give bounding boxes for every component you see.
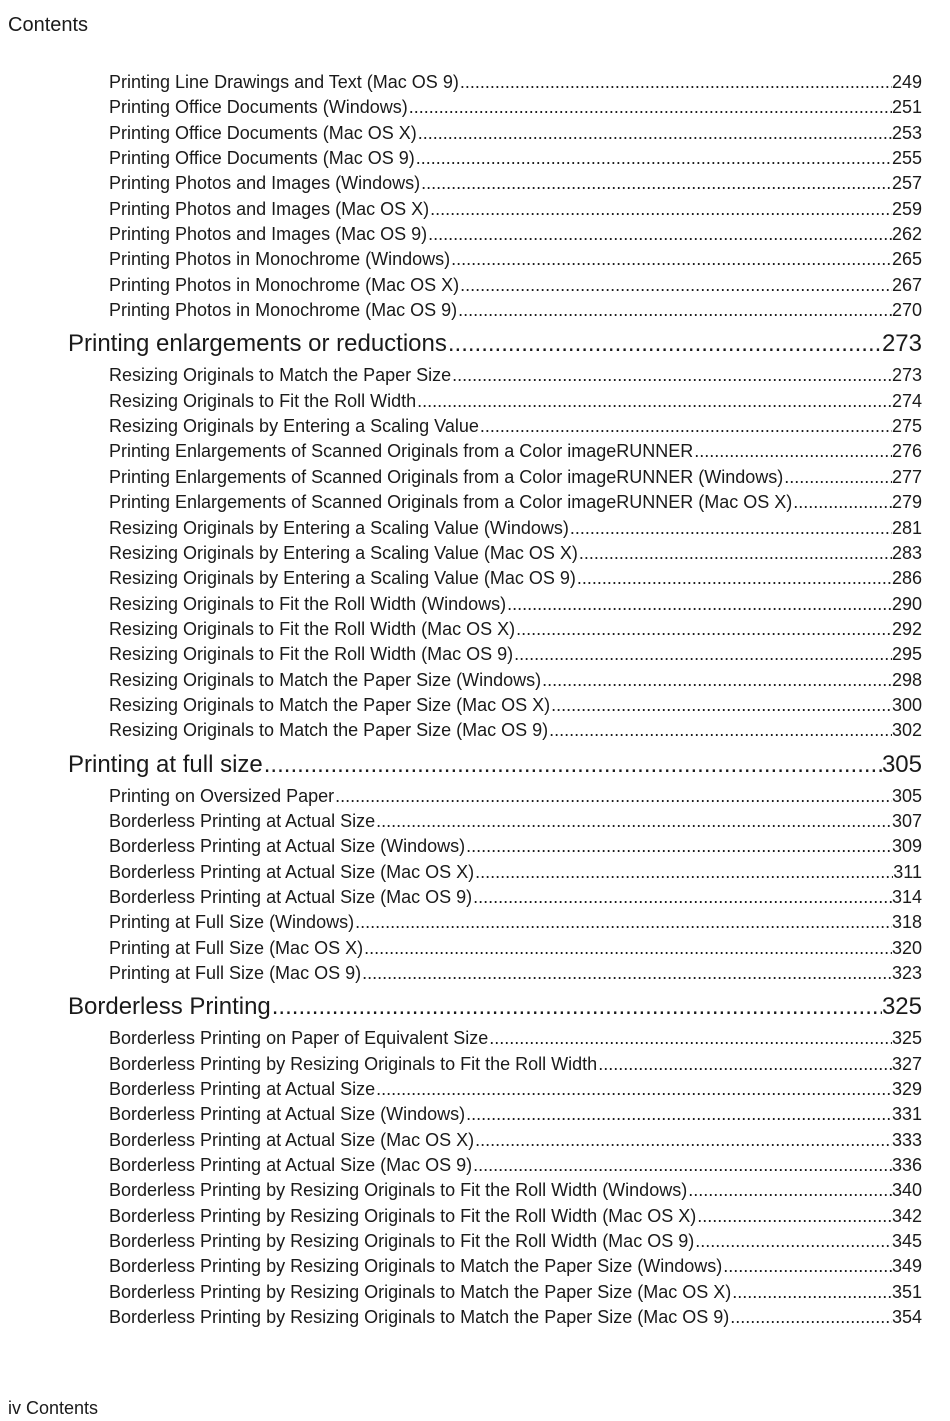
dot-leader (451, 363, 892, 388)
toc-entry-title: Printing Enlargements of Scanned Originals from a Color imageRUNNER (109, 441, 694, 462)
dot-leader (687, 1178, 892, 1203)
dot-leader (722, 1254, 892, 1279)
toc-entry[interactable] (109, 617, 922, 642)
toc-entry-title: Borderless Printing by Resizing Originals to Fit the Roll Width (Mac OS 9) (109, 1231, 695, 1252)
toc-entry-title: Borderless Printing at Actual Size (109, 1079, 376, 1100)
toc-entry-title: Resizing Originals to Match the Paper Size (Mac OS X) (109, 694, 551, 715)
toc-entry-title: Printing Enlargements of Scanned Originals from a Color imageRUNNER (Mac OS X) (109, 492, 793, 513)
dot-leader (783, 465, 892, 490)
dot-leader (375, 809, 892, 834)
toc-entry-title: Printing Photos and Images (Mac OS X) (109, 198, 430, 219)
toc-entry[interactable] (109, 490, 922, 515)
toc-entry-title: Printing Photos in Monochrome (Windows) (109, 249, 451, 270)
toc-entry[interactable] (109, 1026, 922, 1051)
toc-page-number: 281 (891, 517, 922, 538)
toc-entry-title: Printing Office Documents (Windows) (109, 97, 408, 118)
toc-page-number: 249 (891, 72, 922, 92)
toc-entry[interactable] (109, 1077, 922, 1102)
dot-leader (578, 541, 892, 566)
dot-leader (447, 327, 882, 361)
toc-page-number: 255 (891, 148, 922, 169)
toc-entry-title: Borderless Printing at Actual Size (109, 810, 376, 831)
dot-leader (465, 834, 892, 859)
toc-entry-title: Resizing Originals to Fit the Roll Width (109, 390, 417, 411)
toc-page-number: 275 (891, 416, 922, 437)
toc-page-number: 305 (891, 785, 922, 806)
dot-leader (427, 222, 892, 247)
toc-entry-title: Resizing Originals by Entering a Scaling Value (Windows) (109, 517, 569, 538)
toc-entry[interactable] (109, 1102, 922, 1127)
toc-entry[interactable] (109, 298, 922, 323)
toc-entry-title: Resizing Originals to Fit the Roll Width (Mac OS X) (109, 618, 516, 639)
toc-entry[interactable] (109, 247, 922, 272)
toc-page-number: 253 (891, 122, 922, 143)
toc-entry[interactable] (109, 592, 922, 617)
toc-entry-title: Resizing Originals to Fit the Roll Width (Mac OS 9) (109, 644, 514, 665)
toc-entry-title: Resizing Originals to Match the Paper Size (109, 365, 452, 386)
toc-page-number: 318 (891, 912, 922, 933)
toc-entry[interactable] (109, 146, 922, 171)
page-footer: iv Contents (8, 1398, 99, 1418)
toc-entry-title: Borderless Printing by Resizing Originals to Fit the Roll Width (Mac OS X) (109, 1205, 697, 1226)
toc-entry-title: Resizing Originals by Entering a Scaling Value (Mac OS 9) (109, 568, 576, 589)
toc-entry-title: Borderless Printing at Actual Size (Mac OS 9) (109, 886, 473, 907)
dot-leader (363, 936, 892, 961)
dot-leader (515, 617, 892, 642)
toc-page-number: 333 (891, 1129, 922, 1150)
toc-entry[interactable] (109, 642, 922, 667)
dot-leader (472, 885, 892, 910)
toc-entry-title: Borderless Printing at Actual Size (Mac OS X) (109, 1129, 475, 1150)
toc-page-number: 267 (891, 274, 922, 295)
toc-entry-title: Borderless Printing at Actual Size (Windows) (109, 836, 466, 857)
dot-leader (479, 414, 892, 439)
dot-leader (417, 121, 892, 146)
toc-entry[interactable] (109, 541, 922, 566)
toc-entry[interactable] (109, 70, 922, 95)
toc-page-number: 331 (891, 1104, 922, 1125)
toc-entry[interactable] (109, 910, 922, 935)
toc-page-number: 286 (891, 568, 922, 589)
toc-entry[interactable] (109, 860, 922, 885)
dot-leader (729, 1305, 892, 1330)
toc-page-number: 277 (891, 466, 922, 487)
dot-leader (271, 990, 882, 1024)
toc-page-number: 276 (891, 441, 922, 462)
dot-leader (696, 1204, 892, 1229)
dot-leader (792, 490, 892, 515)
toc-section-heading[interactable] (68, 990, 922, 1024)
toc-entry[interactable] (109, 439, 922, 464)
dot-leader (488, 1026, 892, 1051)
toc-entry-title: Borderless Printing by Resizing Originals to Match the Paper Size (Mac OS 9) (109, 1307, 730, 1328)
toc-page-number: 351 (891, 1281, 922, 1302)
toc-page-number: 300 (891, 694, 922, 715)
dot-leader (416, 389, 892, 414)
toc-page-number: 295 (891, 644, 922, 665)
dot-leader (731, 1280, 892, 1305)
toc-entry-title: Borderless Printing by Resizing Originals to Fit the Roll Width (Windows) (109, 1180, 688, 1201)
toc-page-number: 283 (891, 542, 922, 563)
toc-entry-title: Borderless Printing at Actual Size (Windows) (109, 1104, 466, 1125)
toc-entry[interactable] (109, 197, 922, 222)
toc-entry-title: Printing on Oversized Paper (109, 785, 335, 806)
toc-page-number: 251 (891, 97, 922, 118)
toc-entry-title: Printing at Full Size (Mac OS 9) (109, 963, 362, 983)
toc-page-number: 302 (891, 720, 922, 741)
toc-entry-title: Resizing Originals to Match the Paper Size (Mac OS 9) (109, 720, 549, 741)
toc-page-number: 298 (891, 669, 922, 690)
page-header-title: Contents (8, 14, 89, 36)
dot-leader (694, 1229, 892, 1254)
toc-entry[interactable] (109, 171, 922, 196)
toc-entry-title: Printing Photos and Images (Windows) (109, 173, 421, 194)
toc-entry-title: Printing Office Documents (Mac OS X) (109, 122, 417, 143)
toc-entry[interactable] (109, 834, 922, 859)
toc-entry[interactable] (109, 389, 922, 414)
dot-leader (465, 1102, 892, 1127)
toc-page-number: 257 (891, 173, 922, 194)
toc-page-number: 323 (891, 963, 922, 983)
dot-leader (472, 1153, 892, 1178)
toc-page-number: 336 (891, 1155, 922, 1176)
toc-entry[interactable] (109, 961, 922, 986)
dot-leader (576, 566, 892, 591)
toc-entry[interactable] (109, 566, 922, 591)
toc-entry[interactable] (109, 1229, 922, 1254)
toc-page-number: 309 (891, 836, 922, 857)
toc-entry-title: Resizing Originals to Fit the Roll Width (Windows) (109, 593, 507, 614)
toc-page-number: 327 (891, 1053, 922, 1074)
toc-page-number: 354 (891, 1307, 922, 1328)
dot-leader (548, 718, 892, 743)
toc-entry[interactable] (109, 95, 922, 120)
toc-page-number: 273 (891, 365, 922, 386)
toc-entry[interactable] (109, 809, 922, 834)
toc-entry[interactable] (109, 784, 922, 809)
toc-entry-title: Borderless Printing on Paper of Equivalent Size (109, 1028, 489, 1049)
toc-entry[interactable] (109, 1305, 922, 1330)
toc-section-heading[interactable] (68, 748, 922, 782)
toc-entry[interactable] (109, 1153, 922, 1178)
toc-entry-title: Printing at Full Size (Mac OS X) (109, 937, 364, 958)
dot-leader (354, 910, 892, 935)
toc-page-number: 265 (891, 249, 922, 270)
toc-entry[interactable] (109, 465, 922, 490)
toc-entry-title: Resizing Originals by Entering a Scaling Value (Mac OS X) (109, 542, 578, 563)
toc-entry[interactable] (109, 936, 922, 961)
dot-leader (474, 1128, 892, 1153)
toc-entry[interactable] (109, 516, 922, 541)
toc-page-number: 342 (891, 1205, 922, 1226)
toc-page-number: 259 (891, 198, 922, 219)
toc-entry-title: Printing Enlargements of Scanned Originals from a Color imageRUNNER (Windows) (109, 466, 784, 487)
dot-leader (506, 592, 892, 617)
toc-entry-title: Printing Office Documents (Mac OS 9) (109, 148, 415, 169)
toc-entry[interactable] (109, 273, 922, 298)
dot-leader (597, 1052, 892, 1077)
toc-page-number: 292 (891, 618, 922, 639)
dot-leader (420, 171, 892, 196)
dot-leader (415, 146, 892, 171)
dot-leader (459, 70, 892, 95)
dot-leader (459, 273, 892, 298)
toc-page-number: 329 (891, 1079, 922, 1100)
table-of-contents (0, 70, 950, 1330)
toc-page-number: 290 (891, 593, 922, 614)
dot-leader (334, 784, 892, 809)
dot-leader (693, 439, 892, 464)
toc-entry-title: Borderless Printing by Resizing Originals to Fit the Roll Width (109, 1053, 598, 1074)
toc-entry-title: Printing Photos in Monochrome (Mac OS X) (109, 274, 460, 295)
toc-entry[interactable] (109, 363, 922, 388)
toc-entry-title: Borderless Printing by Resizing Originals to Match the Paper Size (Windows) (109, 1256, 723, 1277)
toc-entry-title: Printing at Full Size (Windows) (109, 912, 355, 933)
dot-leader (375, 1077, 892, 1102)
toc-entry-title: Resizing Originals by Entering a Scaling Value (109, 416, 479, 437)
toc-entry[interactable] (109, 121, 922, 146)
toc-entry-title: Borderless Printing (68, 993, 271, 1021)
dot-leader (450, 247, 892, 272)
toc-page-number: 325 (881, 993, 922, 1021)
toc-entry-title: Printing Photos and Images (Mac OS 9) (109, 224, 428, 245)
toc-page-number: 274 (891, 390, 922, 411)
toc-entry[interactable] (109, 885, 922, 910)
toc-page-number: 262 (891, 224, 922, 245)
toc-page-number: 279 (891, 492, 922, 513)
toc-page-number: 320 (891, 937, 922, 958)
toc-entry[interactable] (109, 693, 922, 718)
dot-leader (361, 961, 892, 986)
toc-page-number: 349 (891, 1256, 922, 1277)
toc-page-number: 305 (881, 750, 922, 778)
toc-page-number: 307 (891, 810, 922, 831)
dot-leader (263, 748, 882, 782)
toc-page-number: 273 (881, 330, 922, 358)
toc-entry-title: Printing Photos in Monochrome (Mac OS 9) (109, 300, 458, 321)
toc-entry[interactable] (109, 414, 922, 439)
toc-entry[interactable] (109, 1204, 922, 1229)
toc-entry[interactable] (109, 718, 922, 743)
dot-leader (408, 95, 892, 120)
toc-page-number: 270 (891, 300, 922, 321)
toc-page-number: 345 (891, 1231, 922, 1252)
toc-page-number: 325 (891, 1028, 922, 1049)
toc-entry[interactable] (109, 1178, 922, 1203)
toc-page-number: 311 (893, 861, 922, 882)
toc-entry[interactable] (109, 1052, 922, 1077)
toc-entry-title: Printing enlargements or reductions (68, 330, 447, 358)
dot-leader (457, 298, 892, 323)
dot-leader (569, 516, 892, 541)
toc-section-heading[interactable] (68, 327, 922, 361)
toc-entry[interactable] (109, 222, 922, 247)
toc-entry-title: Printing Line Drawings and Text (Mac OS 9) (109, 72, 459, 92)
toc-page-number: 340 (891, 1180, 922, 1201)
toc-entry-title: Borderless Printing at Actual Size (Mac OS 9) (109, 1155, 473, 1176)
dot-leader (513, 642, 892, 667)
toc-entry[interactable] (109, 668, 922, 693)
toc-entry-title: Resizing Originals to Match the Paper Size (Windows) (109, 669, 542, 690)
toc-page-number: 314 (891, 886, 922, 907)
toc-entry[interactable] (109, 1128, 922, 1153)
toc-entry[interactable] (109, 1254, 922, 1279)
dot-leader (550, 693, 892, 718)
dot-leader (429, 197, 892, 222)
toc-entry-title: Borderless Printing by Resizing Originals to Match the Paper Size (Mac OS X) (109, 1281, 732, 1302)
toc-entry-title: Printing at full size (68, 750, 263, 778)
dot-leader (474, 860, 893, 885)
dot-leader (541, 668, 892, 693)
toc-entry-title: Borderless Printing at Actual Size (Mac OS X) (109, 861, 475, 882)
toc-entry[interactable] (109, 1280, 922, 1305)
